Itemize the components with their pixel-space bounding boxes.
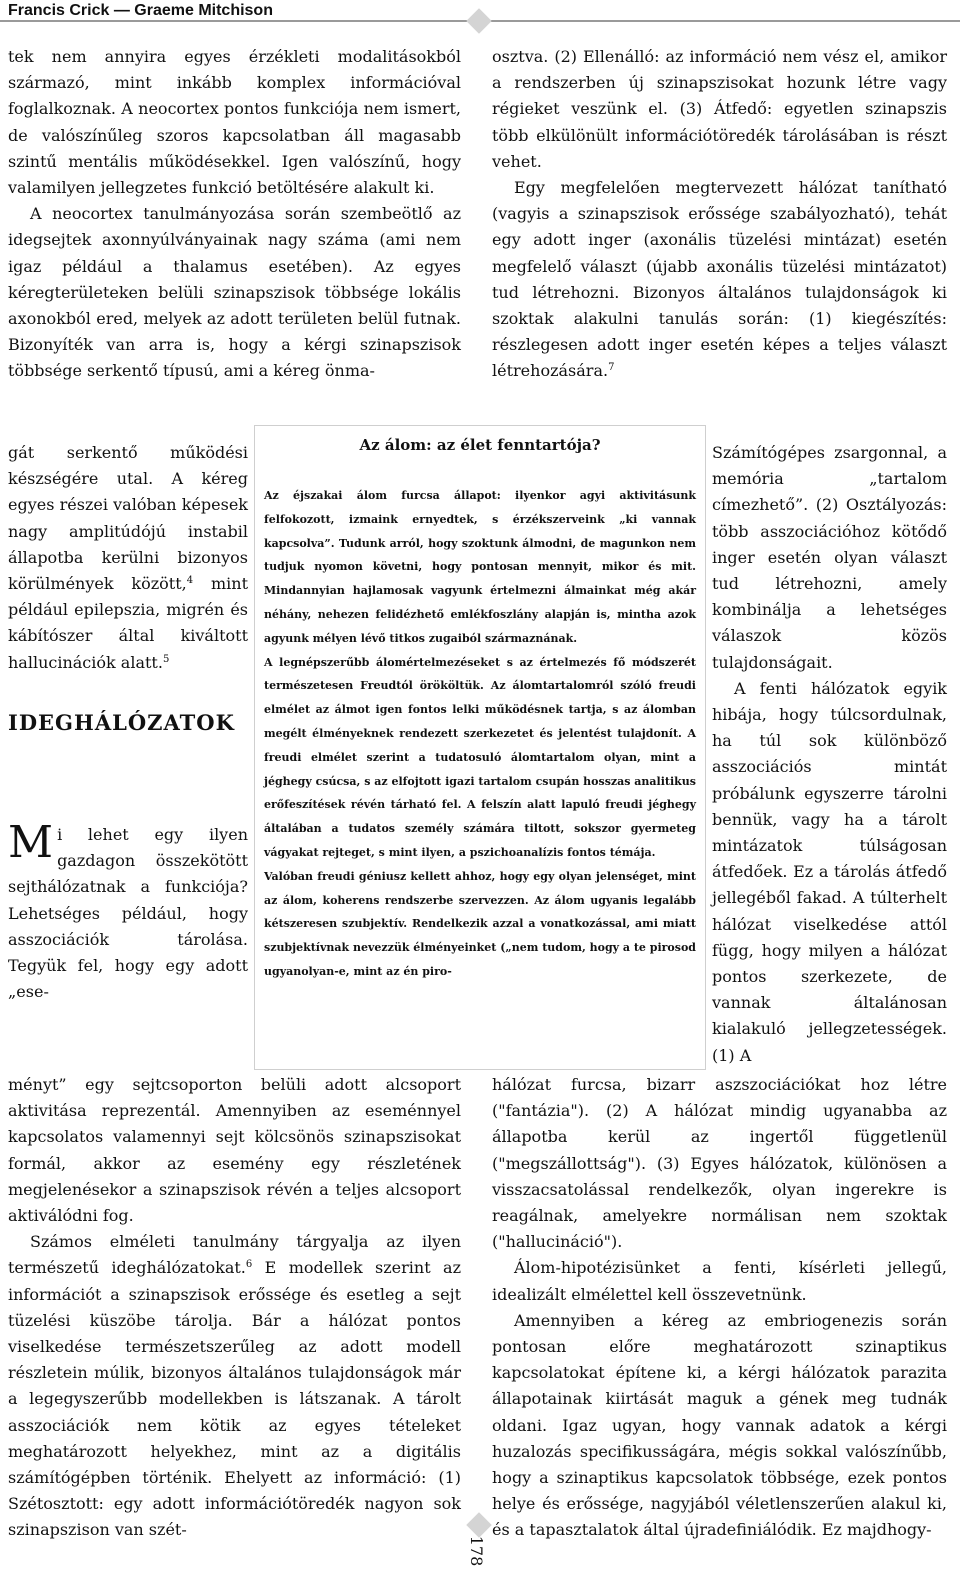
sidebar-body: [264, 484, 696, 984]
footnote-ref[interactable]: 4: [186, 575, 194, 587]
body-text: mint például epilepszia, migrén és kábítószer által kiváltott hallucinációk alatt.: [8, 574, 248, 672]
page-number: 178: [467, 1535, 486, 1567]
body-paragraph: tek nem annyira egyes érzékleti modalitásokból származó, mint inkább komplex információval foglalkoznak. A neocortex pontos funkciója nem ismert, de valószínűleg szoros kapcsolatban áll magasabb szintű mentális működésekkel. Igen valószínű, hogy valamilyen jellegzetes funkció betöltésére alakult ki.: [8, 47, 461, 198]
footer-diamond-ornament: [466, 1512, 491, 1537]
body-paragraph: A fenti hálózatok egyik hibája, hogy túlcsordulnak, ha túl sok különböző asszociációs mintát próbálunk egyszerre tárolni bennük, vagy ha a tárolt mintázatok túlságosan átfedőek. Ez a tárolás átfedő jellegéből fakad. A túlterhelt hálózat viselkedése attól függ, hogy milyen a hálózat pontos szerkezete, de vannak általánosan kialakuló jellegzetességek. (1) A: [712, 678, 947, 1065]
body-paragraph: [8, 440, 248, 676]
sidebar-title: Az álom: az élet fenntartója?: [359, 436, 601, 454]
body-text: E modellek szerint az információt a szinapszisok erőssége és esetleg a sejt tüzelési küszöbe tárolja. Bár a hálózat pontos viselkedése természetszerűleg az adott modell részletein múlik, bizonyos általános tulajdonságok már a legegyszerűbb modellekben is látszanak. A tárolt asszociációk nem kötik az egyes tételeket meghatározott helyekhez, mint az a digitális számítógépben történik. Ehelyett az információ: (1) Szétosztott: egy adott információtöredék nagyon sok szinapszison van szét-: [8, 1258, 462, 1540]
sidebar-paragraph: Az éjszakai álom furcsa állapot: ilyenkor agyi aktivitásunk felfokozott, izmaink ernyedtek, s érzékszerveink „ki vannak kapcsolva”. Tudunk arról, hogy szoktunk álmodni, de magunkon nem tudjuk nyomon követni, hogy pontosan mennyit, mikor és mit. Mindannyian hajlamosak vagyunk értelmezni álmainkat még akár néhány, nehezen felidézhető emlékfoszlány alapján is, mintha azok agyunk mélyen lévő titkos zugaiból származnának.: [264, 489, 696, 645]
left-column-narrow: [8, 440, 248, 676]
body-text: gát serkentő működési készségére utal. A kéreg egyes részei valóban képesek nagy amplitúdójú instabil állapotba kerülni bizonyos körülmények között,: [8, 443, 248, 594]
right-column-narrow: [712, 440, 947, 1069]
sidebar-paragraph: A legnépszerűbb álomértelmezéseket s az értelmezés fő módszerét természetesen Freudtól örököltük. Az álomtartalomról szóló freudi elmélet az álmot igen fontos lelki működésnek tartja, s az álomban megélt élményeknek rendezett szerkezetet és jelentést tulajdonít. A freudi elmélet szerint a tudatosuló álomtartalom olyan, mint a jéghegy csúcsa, s az elfojtott igazi tartalom csupán hosszas analitikus erőfeszítések révén tárható fel. A felszín alatt lapuló freudi jéghegy általában a tudatos személy számára tiltott, sokszor gyermeteg vágyakat rejteget, s mint ilyen, a pszichoanalízis fontos témája.: [264, 655, 696, 859]
body-paragraph: osztva. (2) Ellenálló: az információ nem vész el, amikor a rendszerben új szinapszisokat hozunk létre vagy régieket veszünk el. (3) Átfedő: egyetlen szinapszis több elkülönült információtöredék tárolásában is részt vehet.: [492, 47, 947, 171]
body-paragraph: hálózat furcsa, bizarr aszszociációkat hoz létre ("fantázia"). (2) A hálózat mindig ugyanabba az állapotba kerül az ingertől függetlenül ("megszállottság"). (3) Egyes hálózatok, különösen a visszacsatolással rendelkezők, olyan ingerekre is reagálnak, amelyekre normálisan nem szoktak ("hallucináció").: [492, 1075, 947, 1252]
section-title: IDEGHÁLÓZATOK: [8, 710, 235, 735]
body-paragraph: [8, 1229, 461, 1543]
body-paragraph: [492, 175, 947, 385]
running-title: Francis Crick — Graeme Mitchison: [8, 2, 273, 19]
body-paragraph: Számítógépes zsargonnal, a memória „tartalom címezhető”. (2) Osztályozás: több asszociációhoz kötődő inger esetén olyan választ tud létrehozni, amely kombinálja a lehetséges válaszok közös tulajdonságait.: [712, 443, 947, 672]
right-column-top: [492, 44, 947, 385]
body-text: i lehet egy ilyen gazdagon összekötött sejthálózatnak a funkciója? Lehetséges például, hogy asszociációk tárolása. Tegyük fel, hogy egy adott „ese-: [8, 825, 248, 1002]
drop-cap: M: [8, 817, 54, 868]
body-paragraph: ményt” egy sejtcsoporton belüli adott alcsoport aktivitása reprezentál. Amennyiben az eseménnyel kapcsolatos valamennyi sejt kölcsönös szinapszisokat formál, akkor az esemény egy részletének megjelenésekor a szinapszisok révén a teljes alcsoport aktiválódni fog.: [8, 1075, 461, 1226]
body-paragraph: Álom-hipotézisünket a fenti, kísérleti jellegű, idealizált elmélettel kell összevetnünk.: [492, 1258, 947, 1304]
left-column-top: [8, 44, 461, 385]
dropcap-paragraph: [8, 817, 248, 1005]
right-column-bottom: [492, 1072, 947, 1544]
footnote-ref[interactable]: 6: [245, 1259, 253, 1271]
footnote-ref[interactable]: 5: [162, 653, 170, 665]
body-text: Egy megfelelően megtervezett hálózat tanítható (vagyis a szinapszisok erőssége szabályozható), tehát egy adott inger (axonális tüzelési mintázat) esetén megfelelő választ (újabb axonális tüzelési mintázatot) tud létrehozni. Bizonyos általános tulajdonságok ki szoktak alakulni tanulás során: (1) kiegészítés: részlegesen adott inger esetén képes a teljes választ létrehozására.: [492, 178, 947, 381]
body-text: Számos elméleti tanulmány tárgyalja az ilyen természetű ideghálózatokat.: [8, 1232, 461, 1278]
left-column-bottom: [8, 1072, 461, 1544]
body-paragraph: A neocortex tanulmányozása során szembeötlő az idegsejtek axonnyúlványainak nagy száma (ami nem igaz például a thalamus esetében). Az egyes kéregterületeken belüli szinapszisok többsége lokális axonokból ered, melyek az adott területen belül futnak. Bizonyíték van arra is, hogy a kérgi szinapszisok többsége serkentő típusú, ami a kéreg önma-: [8, 204, 461, 381]
sidebar-paragraph: Valóban freudi géniusz kellett ahhoz, hogy egy olyan jelenséget, mint az álom, koherens rendszerbe szervezzen. Az álom ugyanis legalább kétszeresen szubjektív. Rendelkezik azzal a vonatkozással, ami miatt szubjektívnak nevezzük élményeinket („nem tudom, hogy a te pirosod ugyanolyan-e, mint az én piro-: [264, 869, 696, 978]
footnote-ref[interactable]: 7: [608, 362, 615, 374]
body-paragraph: Amennyiben a kéreg az embriogenezis során pontosan előre meghatározott szinaptikus kapcsolatokat építene ki, a kérgi hálózatok parazita állapotainak kiirtását maguk a gének meg tudnák oldani. Igaz ugyan, hogy vannak adatok a kérgi huzalozás specifikusságára, mégis sokkal valószínűbb, hogy a szinaptikus kapcsolatok többsége, ezek pontos helye és erőssége, nagyjából véletlenszerűen alakul ki, és a tapasztalatok által újradefiniálódik. Ez majdhogy-: [492, 1310, 947, 1540]
